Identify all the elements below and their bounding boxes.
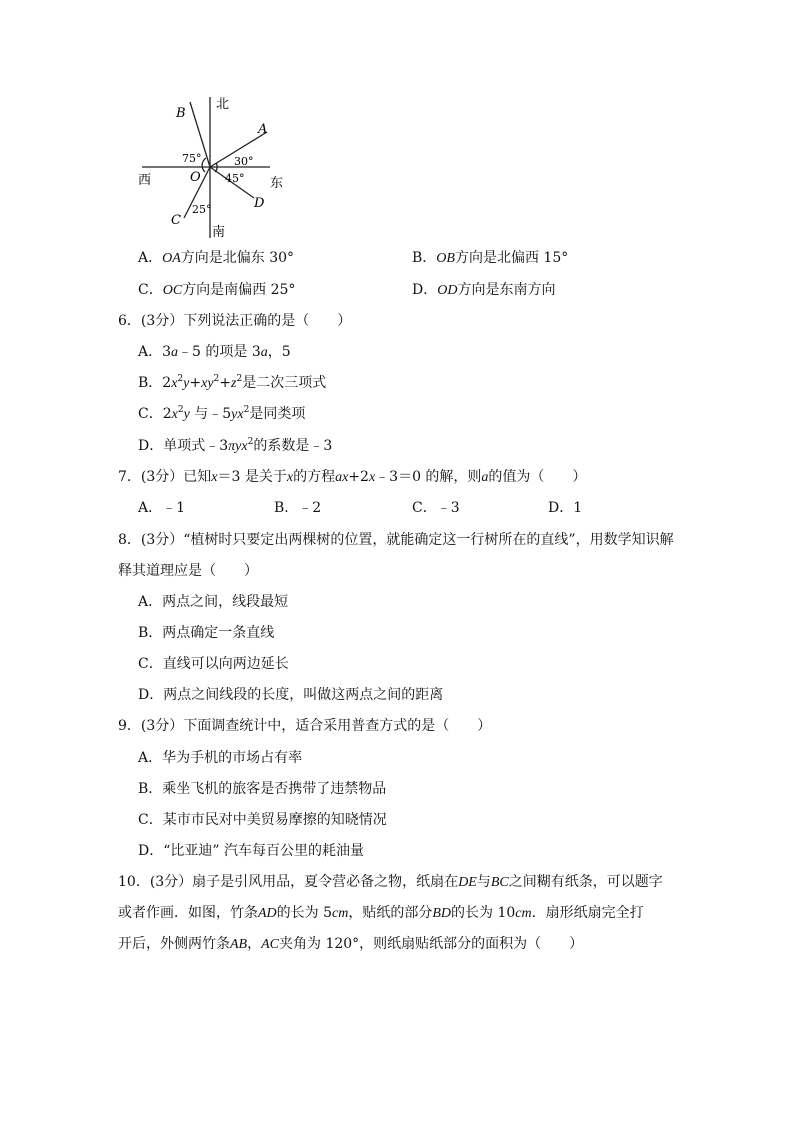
- label-north: 北: [216, 97, 230, 112]
- label-o: O: [190, 170, 201, 185]
- q9-option-a: A．华为手机的市场占有率: [138, 750, 303, 766]
- q8-option-b: B．两点确定一条直线: [138, 625, 275, 641]
- angle-label-b: 75°: [182, 152, 202, 165]
- q6-option-a: A．3a﹣5 的项是 3a，5: [138, 344, 291, 360]
- q7-option-d: D．1: [548, 500, 583, 516]
- q6-option-d: D．单项式﹣3πyx$^2$的系数是﹣3: [138, 437, 333, 454]
- q9-stem: 9．(3分）下面调查统计中，适合采用普查方式的是（ ）: [118, 718, 492, 734]
- angle-label-d: 45°: [225, 172, 245, 185]
- angle-label-a: 30°: [234, 155, 254, 168]
- label-a: A: [258, 122, 268, 137]
- q5-option-a: A．OA方向是北偏东 30°: [138, 250, 295, 266]
- compass-figure: [130, 92, 300, 244]
- label-east: 东: [270, 176, 284, 191]
- label-b: B: [176, 106, 186, 121]
- q8-option-d: D．两点之间线段的长度，叫做这两点之间的距离: [138, 687, 444, 703]
- label-c: C: [171, 213, 181, 228]
- q8-option-c: C．直线可以向两边延长: [138, 656, 289, 672]
- q6-option-c: C．$2x^2y$ 与$﹣5yx^2$是同类项: [138, 405, 306, 422]
- q7-option-c: C．﹣3: [412, 500, 460, 516]
- angle-arc: [202, 158, 206, 172]
- label-west: 西: [138, 173, 152, 188]
- label-south: 南: [212, 225, 226, 240]
- q5-option-b: B．OB方向是北偏西 15°: [412, 250, 569, 266]
- q9-option-d: D．“比亚迪” 汽车每百公里的耗油量: [138, 843, 364, 859]
- q5-option-d: D．OD方向是东南方向: [412, 282, 556, 298]
- q9-option-c: C．某市市民对中美贸易摩擦的知晓情况: [138, 812, 387, 828]
- q9-option-b: B．乘坐飞机的旅客是否携带了违禁物品: [138, 781, 387, 797]
- q7-option-a: A．﹣1: [138, 500, 186, 516]
- q10-stem-line3: 开后，外侧两竹条AB，AC夹角为 120°，则纸扇贴纸部分的面积为（ ）: [118, 936, 584, 952]
- q5-option-c: C．OC方向是南偏西 25°: [138, 282, 296, 298]
- q7-option-b: B．﹣2: [274, 500, 322, 516]
- q8-option-a: A．两点之间，线段最短: [138, 594, 289, 610]
- q6-option-b: B．$2x^2y+xy^2+z^2$是二次三项式: [138, 374, 327, 391]
- q8-stem-line1: 8．(3分）“植树时只要定出两棵树的位置，就能确定这一行树所在的直线”，用数学知识解: [118, 532, 674, 548]
- q10-stem-line2: 或者作画．如图，竹条AD的长为 5cm，贴纸的部分BD的长为 10cm．扇形纸扇完全打: [118, 905, 644, 921]
- q6-stem: 6．(3分）下列说法正确的是（ ）: [118, 313, 352, 329]
- q8-stem-line2: 释其道理应是（ ）: [118, 563, 258, 579]
- label-d: D: [254, 196, 265, 211]
- q7-stem: 7．(3分）已知x＝3 是关于x的方程ax+2x﹣3＝0 的解，则a的值为（ ）: [118, 469, 587, 485]
- angle-label-c: 25°: [192, 203, 212, 216]
- q10-stem-line1: 10．(3分）扇子是引风用品，夏令营必备之物，纸扇在DE与BC之间糊有纸条，可以题字: [118, 874, 663, 890]
